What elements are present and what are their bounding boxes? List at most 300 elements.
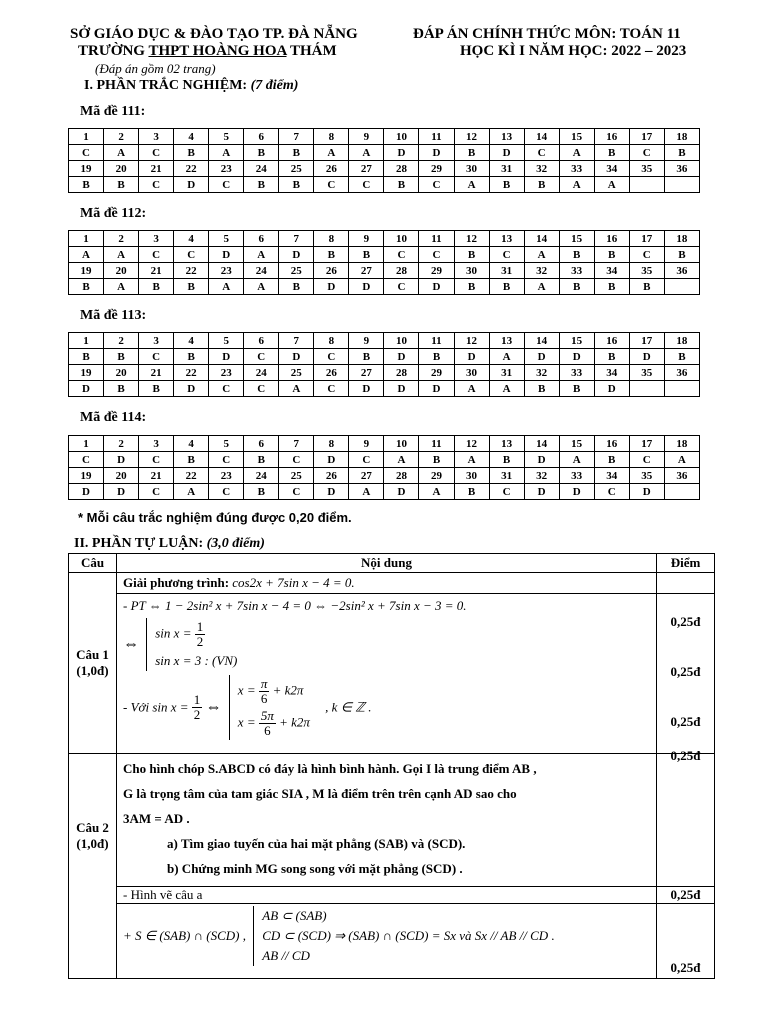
answer-cell: A [489,381,524,397]
question-number-cell: 30 [454,365,489,381]
q1-step2-text: - Với sin x = [123,699,189,715]
header-noidung: Nội dung [117,554,657,573]
frac-den: 2 [196,634,204,649]
frac-num: 5π [260,708,274,723]
answer-cell: B [664,349,699,365]
answer-cell: B [244,452,279,468]
question-number-cell: 29 [419,365,454,381]
question-number-cell: 3 [139,129,174,145]
answer-cell: C [489,247,524,263]
question-number-cell: 5 [209,436,244,452]
answer-table-112 [68,230,700,295]
question-number-cell: 28 [384,161,419,177]
q1-solution-cell [117,594,657,754]
answer-cell: D [454,349,489,365]
answer-cell: B [594,247,629,263]
question-number-cell: 18 [664,231,699,247]
q2-draw-cell: - Hình vẽ câu a [117,887,657,904]
answer-cell: C [629,247,664,263]
answer-cell: D [489,145,524,161]
question-number-cell: 36 [664,365,699,381]
q1-score-2: 0,25đ [670,664,701,679]
q2-label-cell [69,754,117,979]
equiv-symbol: ⇔ [123,635,139,653]
question-number-cell: 28 [384,365,419,381]
answer-cell: B [454,279,489,295]
frac-num: 1 [196,619,204,634]
answer-cell: D [349,381,384,397]
answer-cell: B [489,177,524,193]
question-number-cell: 34 [594,161,629,177]
q1-sol1-pre: x = [237,682,256,698]
q2-empty-score [657,754,715,887]
answer-cell: A [209,145,244,161]
question-number-cell: 33 [559,263,594,279]
answer-table-113 [68,332,700,397]
answer-row [69,349,700,365]
answer-cell: B [489,452,524,468]
answer-cell: C [139,452,174,468]
question-number-cell: 2 [104,231,139,247]
question-number-cell: 27 [349,365,384,381]
question-number-row [69,365,700,381]
question-number-cell: 34 [594,468,629,484]
question-number-cell: 3 [139,436,174,452]
question-number-cell: 16 [594,231,629,247]
answer-cell: B [279,279,314,295]
question-number-cell: 10 [384,436,419,452]
question-number-cell: 22 [174,468,209,484]
answer-cell [629,381,664,397]
question-number-cell: 12 [454,333,489,349]
answer-cell: A [209,279,244,295]
question-number-cell: 32 [524,161,559,177]
answer-cell: D [314,484,349,500]
answer-cell: C [419,177,454,193]
answer-cell [664,279,699,295]
question-number-row [69,263,700,279]
answer-cell: D [314,279,349,295]
q2-label: Câu 2 [76,820,109,835]
answer-cell: C [384,279,419,295]
answer-cell: A [524,279,559,295]
answer-row [69,247,700,263]
question-number-cell: 7 [279,129,314,145]
answer-cell: B [174,349,209,365]
question-number-cell: 23 [209,365,244,381]
answer-cell: D [524,349,559,365]
question-number-cell: 35 [629,161,664,177]
school-prefix: TRƯỜNG [78,43,149,59]
answer-cell: D [384,145,419,161]
frac-den: 6 [264,723,271,738]
q2-score-1: 0,25đ [657,887,715,904]
answer-cell: A [559,452,594,468]
question-number-cell: 19 [69,468,104,484]
q1-sol2-pre: x = [237,714,256,730]
answer-cell: B [104,349,139,365]
answer-cell [629,177,664,193]
question-number-cell: 9 [349,129,384,145]
answer-cell: C [384,247,419,263]
q1-solution-system [229,675,318,740]
answer-cell: B [174,145,209,161]
question-number-cell: 11 [419,436,454,452]
answer-cell: B [524,381,559,397]
school-name [78,43,337,60]
q1-points: (1,0đ) [76,663,109,678]
answer-cell: B [454,484,489,500]
question-number-cell: 31 [489,365,524,381]
question-number-cell: 17 [629,333,664,349]
answer-row [69,381,700,397]
answer-cell: C [244,349,279,365]
answer-cell: A [664,452,699,468]
q1-sol1 [238,677,310,706]
answer-cell: A [559,177,594,193]
question-number-cell: 24 [244,263,279,279]
answer-cell: B [174,279,209,295]
answer-cell: A [419,484,454,500]
question-number-cell: 2 [104,333,139,349]
answer-row [69,452,700,468]
question-number-cell: 14 [524,231,559,247]
question-number-cell: 33 [559,365,594,381]
question-number-cell: 12 [454,129,489,145]
question-number-cell: 26 [314,365,349,381]
answer-cell: C [489,484,524,500]
question-number-cell: 13 [489,231,524,247]
answer-cell [664,381,699,397]
q2-sys-3: AB // CD [262,948,310,963]
question-number-cell: 16 [594,333,629,349]
answer-cell: A [314,145,349,161]
question-number-cell: 26 [314,468,349,484]
question-number-cell: 18 [664,436,699,452]
q1-score-1: 0,25đ [670,614,701,629]
answer-cell: B [244,177,279,193]
question-number-cell: 24 [244,365,279,381]
frac-num: 1 [193,692,201,707]
answer-cell: D [174,177,209,193]
header-cau: Câu [69,554,117,573]
question-number-cell: 20 [104,263,139,279]
q1-prompt: Giải phương trình: [123,575,230,590]
q2-system [253,906,562,966]
answer-cell: A [594,177,629,193]
q2-solution-cell [117,904,657,979]
answer-cell: B [629,279,664,295]
question-number-cell: 19 [69,263,104,279]
answer-cell: B [69,349,104,365]
question-number-cell: 12 [454,231,489,247]
part1-points: (7 điểm) [250,78,299,93]
q2-score-2: 0,25đ [670,960,701,975]
question-number-cell: 34 [594,263,629,279]
code-label-112: Mã đề 112: [80,206,147,221]
answer-cell: B [279,177,314,193]
answer-cell: B [139,279,174,295]
q2-part-a: a) Tìm giao tuyến của hai mặt phẳng (SAB) và (SCD). [167,836,466,851]
question-number-cell: 12 [454,436,489,452]
question-number-cell: 4 [174,436,209,452]
answer-cell: B [489,279,524,295]
answer-cell: B [454,145,489,161]
question-number-cell: 31 [489,263,524,279]
question-number-cell: 3 [139,231,174,247]
question-number-cell: 6 [244,333,279,349]
question-number-cell: 10 [384,129,419,145]
answer-row [69,484,700,500]
answer-cell: B [594,349,629,365]
answer-cell: A [69,247,104,263]
answer-cell: A [244,247,279,263]
q1-empty-score [657,573,715,594]
question-number-cell: 11 [419,231,454,247]
answer-cell: C [69,145,104,161]
question-number-cell: 36 [664,263,699,279]
answer-cell: B [559,381,594,397]
question-number-cell: 24 [244,468,279,484]
answer-cell: A [454,381,489,397]
question-number-cell: 8 [314,129,349,145]
answer-row [69,177,700,193]
question-number-cell: 36 [664,468,699,484]
question-number-cell: 28 [384,468,419,484]
answer-cell: B [349,349,384,365]
answer-cell: B [104,177,139,193]
question-number-cell: 8 [314,333,349,349]
question-number-cell: 30 [454,263,489,279]
question-number-cell: 9 [349,436,384,452]
answer-cell: C [244,381,279,397]
question-number-cell: 29 [419,468,454,484]
answer-cell: C [314,381,349,397]
answer-cell: B [69,177,104,193]
q2-stmt-1: Cho hình chóp S.ABCD có đáy là hình bình hành. Gọi I là trung điểm AB , [123,761,537,776]
question-number-cell: 10 [384,231,419,247]
answer-cell: A [489,349,524,365]
q1-k-domain: , k ∈ ℤ . [325,699,372,715]
answer-cell: B [279,145,314,161]
question-number-cell: 19 [69,161,104,177]
q1-equation: cos2x + 7sin x − 4 = 0. [232,575,355,590]
answer-cell: C [314,177,349,193]
scoring-note: * Mỗi câu trắc nghiệm đúng được 0,20 điểm. [78,510,352,525]
q2-sys-2: CD ⊂ (SCD) ⇒ (SAB) ∩ (SCD) = Sx và Sx // AB // CD . [262,928,555,943]
part2-heading [74,536,265,552]
question-number-cell: 2 [104,436,139,452]
question-number-row [69,231,700,247]
answer-cell: D [69,484,104,500]
answer-cell: A [454,177,489,193]
q1-step1: - PT ⇔ 1 − 2sin² x + 7sin x − 4 = 0 ⇔ −2sin² x + 7sin x − 3 = 0. [123,598,467,613]
question-number-cell: 16 [594,436,629,452]
answer-cell: C [139,145,174,161]
question-number-cell: 7 [279,436,314,452]
question-number-cell: 16 [594,129,629,145]
q1-case-a-frac [195,620,206,649]
answer-cell: D [349,279,384,295]
question-number-cell: 13 [489,129,524,145]
answer-cell: B [244,145,279,161]
answer-cell: D [419,279,454,295]
question-number-cell: 30 [454,468,489,484]
question-number-cell: 15 [559,436,594,452]
school-underlined: THPT HOÀNG HOA [148,43,287,59]
answer-cell: A [104,247,139,263]
page-count-note: (Đáp án gồm 02 trang) [95,61,216,76]
question-number-cell: 23 [209,468,244,484]
q1-label-cell [69,573,117,754]
header-diem: Điểm [657,554,715,573]
question-number-cell: 29 [419,263,454,279]
answer-cell: D [314,452,349,468]
answer-cell: A [454,452,489,468]
answer-cell: B [594,452,629,468]
question-number-cell: 15 [559,333,594,349]
question-number-cell: 20 [104,468,139,484]
question-number-cell: 3 [139,333,174,349]
answer-cell: B [594,145,629,161]
answer-cell: D [629,484,664,500]
q1-case-system [146,618,245,671]
answer-cell: D [524,452,559,468]
answer-cell: A [524,247,559,263]
answer-cell: D [524,484,559,500]
question-number-cell: 27 [349,161,384,177]
q1-sol1-post: + k2π [272,682,304,698]
dept-name: SỞ GIÁO DỤC & ĐÀO TẠO TP. ĐÀ NẴNG [70,26,358,42]
question-number-cell: 22 [174,161,209,177]
q1-prompt-cell [117,573,657,594]
frac-den: 6 [260,691,268,706]
school-suffix: THÁM [286,43,337,59]
question-number-cell: 35 [629,365,664,381]
q1-scores-cell [657,594,715,763]
answer-cell: D [209,349,244,365]
question-number-cell: 21 [139,468,174,484]
q1-case-b: sin x = 3 : (VN) [155,653,238,668]
part2-points: (3,0 điểm) [206,536,265,551]
answer-cell: D [104,484,139,500]
question-number-cell: 8 [314,231,349,247]
question-number-cell: 6 [244,436,279,452]
answer-cell: D [174,381,209,397]
q1-score-3: 0,25đ [670,714,701,729]
answer-cell: C [209,177,244,193]
answer-cell: B [524,177,559,193]
question-number-cell: 21 [139,263,174,279]
answer-table-111 [68,128,700,193]
answer-cell: C [594,484,629,500]
answer-cell: C [209,452,244,468]
question-number-cell: 17 [629,436,664,452]
answer-cell: B [314,247,349,263]
q2-sys-1: AB ⊂ (SAB) [262,908,327,923]
question-number-cell: 7 [279,231,314,247]
q1-case-a [155,620,237,649]
answer-cell: C [209,484,244,500]
answer-cell: B [664,145,699,161]
answer-cell: B [69,279,104,295]
answer-cell: C [349,177,384,193]
answer-cell: D [279,247,314,263]
answer-cell: B [559,279,594,295]
answer-cell: C [69,452,104,468]
answer-cell: C [279,484,314,500]
question-number-cell: 28 [384,263,419,279]
question-number-cell: 20 [104,365,139,381]
question-number-cell: 1 [69,333,104,349]
question-number-cell: 32 [524,263,559,279]
answer-cell: D [559,484,594,500]
code-label-111: Mã đề 111: [80,104,146,119]
question-number-cell: 27 [349,468,384,484]
answer-cell: C [349,452,384,468]
question-number-row [69,129,700,145]
q2-stmt-3: 3AM = AD . [123,811,190,826]
question-number-cell: 23 [209,263,244,279]
answer-cell: B [174,452,209,468]
question-number-cell: 5 [209,129,244,145]
q2-points: (1,0đ) [76,836,109,851]
question-number-cell: 14 [524,129,559,145]
answer-cell: B [419,349,454,365]
answer-cell: C [524,145,559,161]
question-number-cell: 14 [524,333,559,349]
question-number-cell: 11 [419,129,454,145]
question-number-row [69,468,700,484]
question-number-cell: 10 [384,333,419,349]
answer-cell: D [384,381,419,397]
answer-cell: C [139,247,174,263]
answer-cell: B [594,279,629,295]
answer-cell: C [139,484,174,500]
answer-cell: C [139,349,174,365]
q2-stmt-2: G là trọng tâm của tam giác SIA , M là điểm trên trên cạnh AD sao cho [123,786,517,801]
equiv-symbol: ⇔ [205,698,222,716]
part1-heading [84,78,298,94]
question-number-cell: 17 [629,231,664,247]
question-number-cell: 31 [489,468,524,484]
answer-cell: B [664,247,699,263]
answer-cell: C [209,381,244,397]
code-label-114: Mã đề 114: [80,410,147,425]
answer-cell: B [454,247,489,263]
question-number-cell: 14 [524,436,559,452]
q2-statement-cell [117,754,657,887]
question-number-cell: 33 [559,161,594,177]
question-number-cell: 21 [139,161,174,177]
question-number-cell: 11 [419,333,454,349]
answer-table-114 [68,435,700,500]
exam-term: HỌC KÌ I NĂM HỌC: 2022 – 2023 [460,43,687,59]
q1-sol2 [238,709,310,738]
answer-row [69,279,700,295]
q1-score-4: 0,25đ [670,748,701,763]
question-number-cell: 33 [559,468,594,484]
q2-part-b: b) Chứng minh MG song song với mặt phẳng (SCD) . [167,861,463,876]
question-number-cell: 5 [209,333,244,349]
question-number-cell: 26 [314,161,349,177]
answer-cell: C [314,349,349,365]
question-number-cell: 4 [174,333,209,349]
part2-title: II. PHẦN TỰ LUẬN: [74,536,207,551]
answer-cell: D [419,145,454,161]
question-number-cell: 34 [594,365,629,381]
q1-cases [123,618,650,671]
